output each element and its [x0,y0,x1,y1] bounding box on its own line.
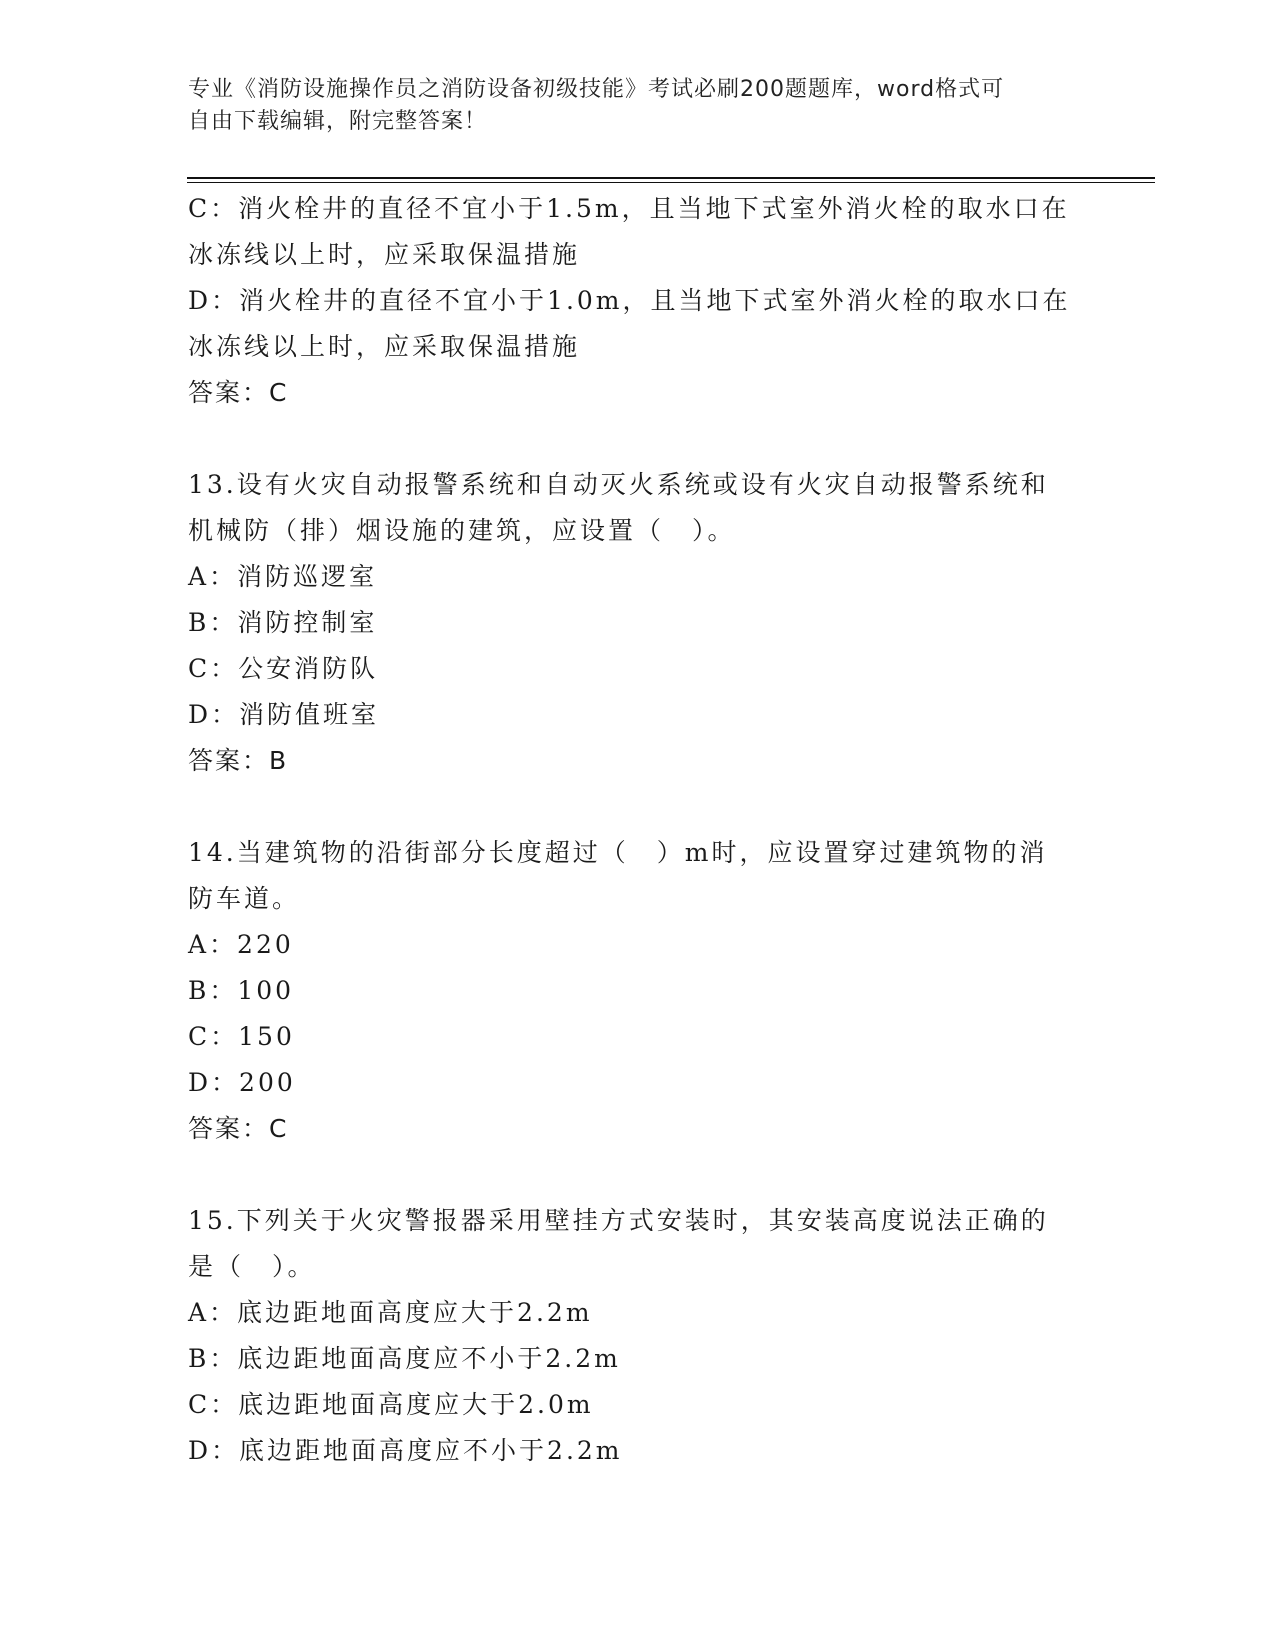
question-15 [188,1198,1088,1474]
document-header [188,74,1088,138]
option-d: D：200 [188,1068,296,1097]
header-divider-thick [187,177,1155,179]
question-stem-line-1: 14.当建筑物的沿街部分长度超过（ ）m时，应设置穿过建筑物的消 [188,838,1048,867]
option-d: D：消防值班室 [188,700,380,729]
option-a: A：消防巡逻室 [188,562,378,591]
question-list [188,186,1088,1474]
question-13 [188,462,1088,784]
question-stem-line-1: 15.下列关于火灾警报器采用壁挂方式安装时，其安装高度说法正确的 [188,1206,1049,1235]
spacer [188,784,1088,830]
answer: 答案：C [188,1114,289,1143]
question-stem-line-1: 13.设有火灾自动报警系统和自动灭火系统或设有火灾自动报警系统和 [188,470,1049,499]
spacer [188,1152,1088,1198]
header-line-1: 专业《消防设施操作员之消防设备初级技能》考试必刷200题题库，word格式可 [188,77,1005,102]
answer: 答案：B [188,746,289,775]
answer: 答案：C [188,378,289,407]
question-stem-line-2: 是（ ）。 [188,1252,316,1281]
option-d-line-2: 冰冻线以上时，应采取保温措施 [188,332,581,361]
question-14 [188,830,1088,1152]
option-d: D：底边距地面高度应不小于2.2m [188,1436,623,1465]
option-b: B：消防控制室 [188,608,378,637]
option-c: C：150 [188,1022,295,1051]
question-stem-line-2: 防车道。 [188,884,301,913]
option-c-line-2: 冰冻线以上时，应采取保温措施 [188,240,581,269]
question-12-tail [188,186,1088,416]
option-a: A：220 [188,930,294,959]
option-d-line-1: D：消火栓井的直径不宜小于1.0m，且当地下式室外消火栓的取水口在 [188,286,1071,315]
option-b: B：100 [188,976,295,1005]
option-a: A：底边距地面高度应大于2.2m [188,1298,593,1327]
header-line-2: 自由下载编辑，附完整答案！ [188,109,488,134]
option-b: B：底边距地面高度应不小于2.2m [188,1344,621,1373]
option-c: C：底边距地面高度应大于2.0m [188,1390,594,1419]
question-stem-line-2: 机械防（排）烟设施的建筑，应设置（ ）。 [188,516,736,545]
option-c-line-1: C：消火栓井的直径不宜小于1.5m，且当地下式室外消火栓的取水口在 [188,194,1070,223]
spacer [188,416,1088,462]
header-divider-thin [187,182,1155,183]
option-c: C：公安消防队 [188,654,379,683]
